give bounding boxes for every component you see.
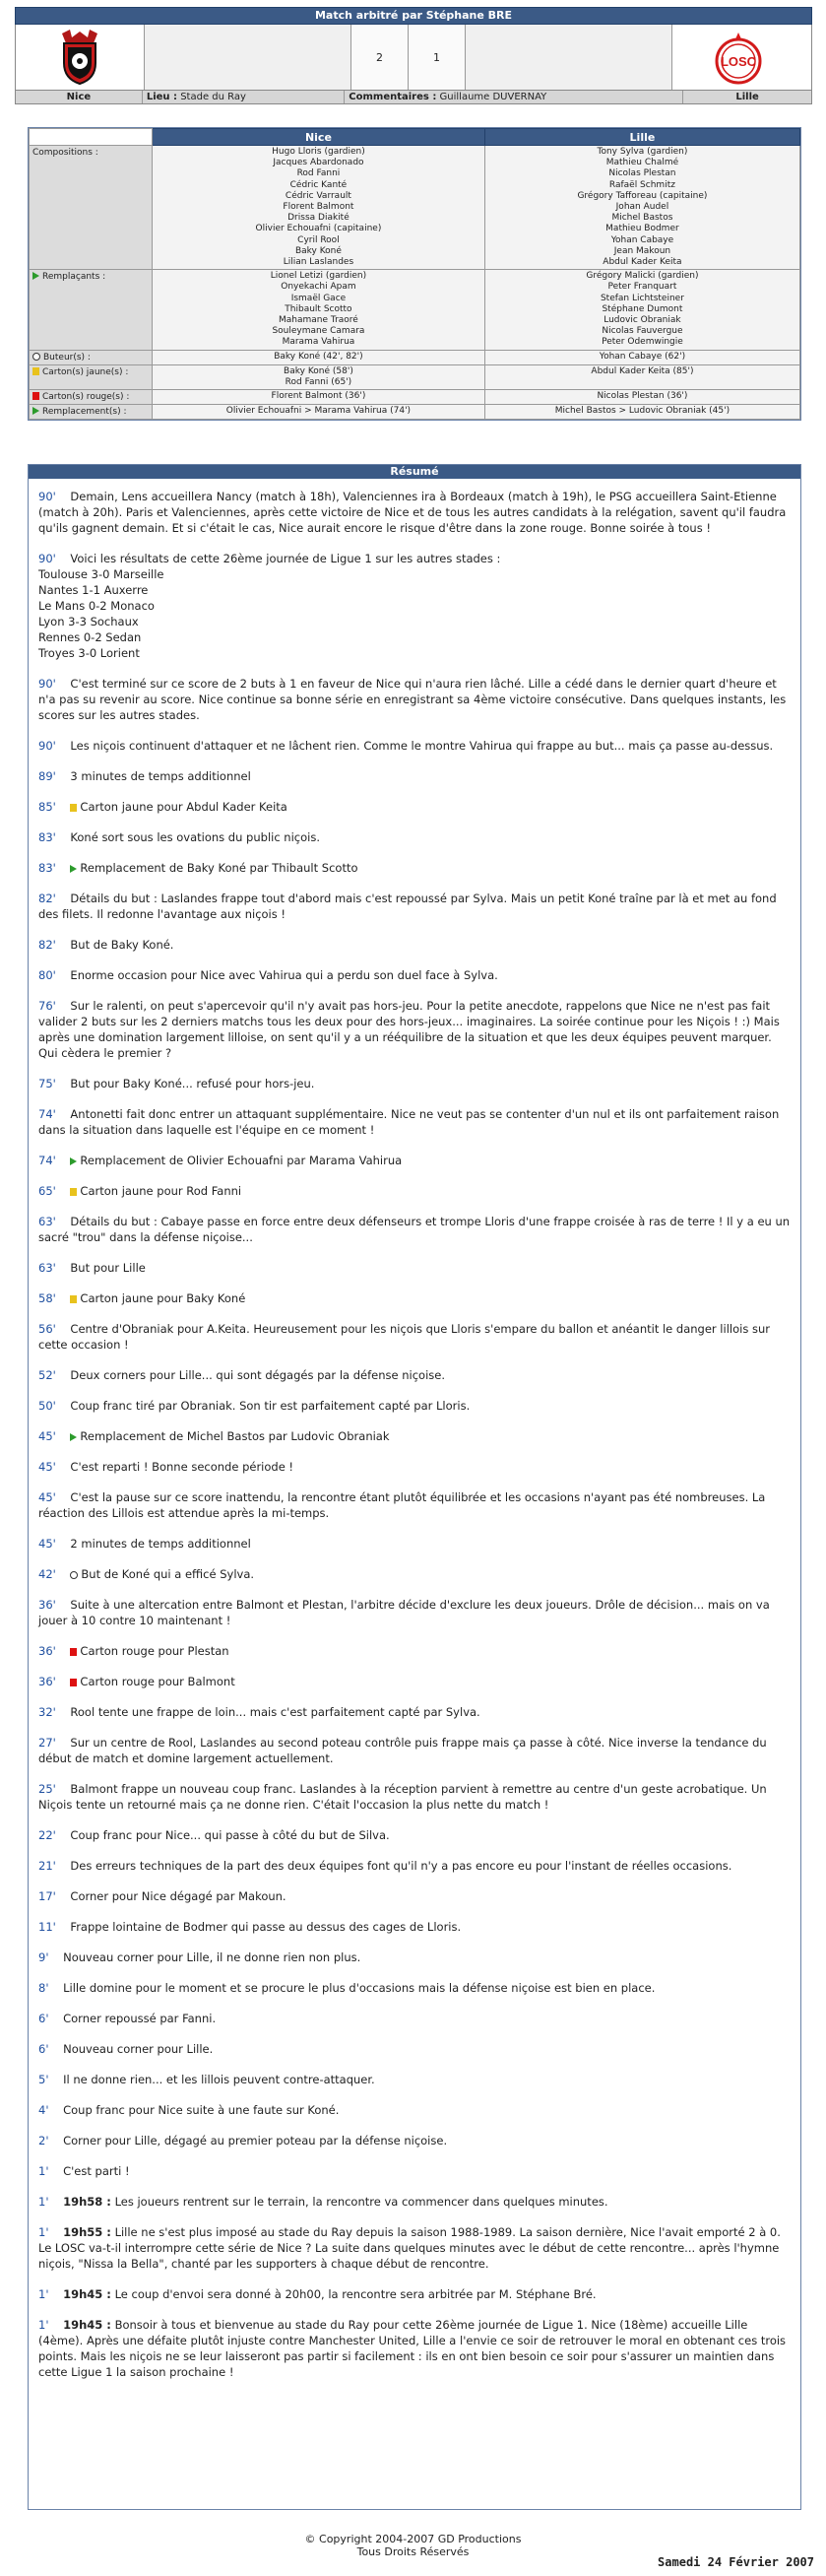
composition-home-cell	[153, 364, 485, 389]
player-entry: Lionel Letizi (gardien)	[270, 271, 367, 282]
event-minute: 85'	[38, 800, 56, 814]
event-text: Corner pour Lille, dégagé au premier poteau par la défense niçoise.	[63, 2134, 448, 2147]
event-text: Carton jaune pour Rod Fanni	[80, 1184, 242, 1198]
event-text: Carton jaune pour Baky Koné	[80, 1291, 246, 1305]
event-text: Sur un centre de Rool, Laslandes au second poteau contrôle puis frappe mais ça passe à côté. Nice inverse la tendance du début de match et domine largement actuellement.	[38, 1736, 767, 1765]
event-item	[38, 1321, 791, 1353]
event-minute: 5'	[38, 2073, 49, 2086]
event-text: Demain, Lens accueillera Nancy (match à 18h), Valenciennes ira à Bordeaux (match à 19h), le PSG accueillera Saint-Etienne (match à 20h). Paris et Valenciennes, après cette victoire de Nice et de tous les autres candidats à la relégation, savent qu'il faudra qu'ils gagnent demain. Et si c'était le cas, Nice aurait encore le risque d'être dans la zone rouge. Bonne soirée à tous !	[38, 490, 787, 535]
event-text: Coup franc pour Nice... qui passe à côté du but de Silva.	[70, 1828, 390, 1842]
event-item	[38, 2163, 791, 2179]
event-item	[38, 2041, 791, 2057]
event-item	[38, 2102, 791, 2118]
yellow-card-icon	[70, 1295, 77, 1303]
header-spacer-right	[466, 25, 672, 90]
event-minute: 9'	[38, 1950, 49, 1964]
event-text: Nouveau corner pour Lille, il ne donne rien non plus.	[63, 1950, 361, 1964]
event-minute: 11'	[38, 1920, 56, 1934]
player-entry: Jean Makoun	[613, 245, 671, 256]
ball-icon	[70, 1571, 78, 1579]
rights-text: Tous Droits Réservés	[356, 2545, 470, 2558]
event-item	[38, 1980, 791, 1996]
commentator-value: Guillaume DUVERNAY	[439, 92, 547, 102]
event-item	[38, 1536, 791, 1552]
event-item	[38, 738, 791, 754]
event-item	[38, 1398, 791, 1414]
player-entry: Abdul Kader Keita	[603, 257, 682, 268]
composition-away-cell	[484, 405, 799, 420]
event-minute: 21'	[38, 1859, 56, 1873]
player-entry: Cédric Varrault	[285, 190, 351, 201]
event-minute: 45'	[38, 1429, 56, 1443]
event-item	[38, 1949, 791, 1965]
composition-panel	[28, 127, 801, 421]
event-item	[38, 2286, 791, 2302]
event-minute: 17'	[38, 1889, 56, 1903]
player-entry: Grégory Malicki (gardien)	[586, 271, 699, 282]
event-text: Il ne donne rien... et les lillois peuvent contre-attaquer.	[63, 2073, 375, 2086]
substitution-arrow-icon	[70, 865, 77, 873]
event-minute: 90'	[38, 490, 56, 503]
event-minute: 1'	[38, 2318, 49, 2332]
event-item	[38, 1367, 791, 1383]
event-minute: 1'	[38, 2225, 49, 2239]
player-entry: Rod Fanni	[296, 168, 341, 179]
event-text: Antonetti fait donc entrer un attaquant supplémentaire. Nice ne veut pas se contenter d'un nul et ils ont parfaitement raison dans la situation dans laquelle est l'équipe en ce moment !	[38, 1107, 780, 1137]
event-item	[38, 1919, 791, 1935]
player-entry: Florent Balmont (36')	[271, 391, 366, 402]
event-minute: 2'	[38, 2134, 49, 2147]
event-item	[38, 1459, 791, 1475]
player-entry: Hugo Lloris (gardien)	[272, 147, 365, 157]
event-text: Remplacement de Olivier Echouafni par Marama Vahirua	[80, 1154, 403, 1167]
composition-row	[30, 270, 800, 350]
player-entry: Michel Bastos > Ludovic Obraniak (45')	[554, 406, 731, 417]
event-text: Rool tente une frappe de loin... mais c'est parfaitement capté par Sylva.	[70, 1705, 480, 1719]
event-item	[38, 1428, 791, 1444]
event-minute: 89'	[38, 769, 56, 783]
away-logo-cell	[672, 25, 804, 90]
event-time: 19h45 :	[63, 2318, 111, 2332]
composition-label-text: Remplacement(s) :	[42, 407, 127, 418]
event-minute: 25'	[38, 1782, 56, 1796]
player-entry: Olivier Echouafni (capitaine)	[255, 224, 382, 234]
composition-label-text: Carton(s) jaune(s) :	[42, 366, 129, 377]
event-text: Sur le ralenti, on peut s'apercevoir qu'il n'y avait pas hors-jeu. Pour la petite anecdote, rappelons que Nice ne n'est pas fait valider 2 buts sur les 2 derniers matchs tous les deux pour des hors-jeux... imaginaires. La soirée continue pour les Niçois ! :) Mais après une domination largement lilloise, on sent qu'il y a un rééquilibre de la situation et que les deux équipes peuvent marquer. Qui cèdera le premier ?	[38, 999, 780, 1060]
player-entry: Grégory Tafforeau (capitaine)	[577, 190, 708, 201]
event-text: C'est parti !	[63, 2164, 130, 2178]
event-minute: 6'	[38, 2012, 49, 2025]
match-title: Match arbitré par Stéphane BRE	[15, 7, 812, 25]
event-minute: 65'	[38, 1184, 56, 1198]
composition-label-text: Buteur(s) :	[43, 352, 91, 363]
event-item	[38, 1827, 791, 1843]
event-text: Frappe lointaine de Bodmer qui passe au dessus des cages de Lloris.	[70, 1920, 462, 1934]
home-score: 2	[351, 25, 409, 90]
composition-row	[30, 390, 800, 405]
composition-away-header: Lille	[484, 129, 799, 146]
event-text: Lille domine pour le moment et se procure le plus d'occasions mais la défense niçoise est bien en place.	[63, 1981, 656, 1995]
composition-away-cell	[484, 270, 799, 350]
event-item	[38, 1888, 791, 1904]
composition-row-label	[30, 405, 153, 420]
player-entry: Olivier Echouafni > Marama Vahirua (74')	[225, 406, 412, 417]
composition-row	[30, 405, 800, 420]
resume-title: Résumé	[29, 465, 800, 479]
event-item	[38, 551, 791, 661]
player-entry: Nicolas Fauvergue	[602, 326, 683, 337]
player-entry: Abdul Kader Keita (85')	[591, 365, 694, 376]
event-text: Les niçois continuent d'attaquer et ne lâchent rien. Comme le montre Vahirua qui frappe au but... mais ça passe au-dessus.	[70, 739, 774, 753]
nice-logo-icon	[58, 30, 101, 85]
event-item	[38, 2224, 791, 2272]
event-item	[38, 1489, 791, 1521]
event-minute: 74'	[38, 1107, 56, 1121]
player-entry: Tony Sylva (gardien)	[597, 147, 688, 157]
event-text: But de Baky Koné.	[70, 938, 174, 952]
player-entry: Cédric Kanté	[289, 179, 348, 190]
event-item	[38, 1674, 791, 1689]
event-text: Enorme occasion pour Nice avec Vahirua qui a perdu son duel face à Sylva.	[70, 968, 498, 982]
event-minute: 4'	[38, 2103, 49, 2117]
composition-home-cell	[153, 146, 485, 270]
player-entry: Michel Bastos	[611, 213, 673, 224]
player-entry: Peter Odemwingie	[602, 337, 683, 348]
event-item	[38, 1076, 791, 1091]
substitution-arrow-icon	[32, 407, 39, 415]
event-minute: 82'	[38, 938, 56, 952]
event-minute: 36'	[38, 1675, 56, 1688]
copyright-text: © Copyright 2004-2007 GD Productions	[304, 2533, 522, 2545]
event-text: C'est reparti ! Bonne seconde période !	[70, 1460, 294, 1474]
event-text: Des erreurs techniques de la part des deux équipes font qu'il n'y a pas encore eu pour l'instant de réelles occasions.	[70, 1859, 732, 1873]
event-text: Balmont frappe un nouveau coup franc. Laslandes à la réception parvient à remettre au centre d'un geste acrobatique. Un Niçois tente un retourné mais ça ne donne rien. C'était l'occasion la plus nette du match !	[38, 1782, 767, 1812]
player-entry: Johan Audel	[615, 202, 669, 213]
player-entry: Cyril Rool	[297, 234, 340, 245]
substitution-arrow-icon	[70, 1157, 77, 1165]
event-text: Bonsoir à tous et bienvenue au stade du Ray pour cette 26ème journée de Ligue 1. Nice (18ème) accueille Lille (4ème). Après une défaite plutôt injuste contre Manchester United, Lille a l'envie ce soir de retrouver le moral en obtenant ces trois points. Mais les niçois ne se leur laisseront pas partir si facilement : ils en ont bien besoin ce soir pour s'assurer un maintien dans cette Ligue 1 la saison prochaine !	[38, 2318, 787, 2379]
match-header	[15, 7, 812, 100]
player-entry: Souleymane Camara	[272, 326, 365, 337]
yellow-card-icon	[70, 1188, 77, 1196]
event-text: C'est la pause sur ce score inattendu, la rencontre étant plutôt équilibrée et les occasions n'ayant pas été nombreuses. La réaction des Lillois est attendue après la mi-temps.	[38, 1490, 766, 1520]
event-text: Remplacement de Michel Bastos par Ludovic Obraniak	[80, 1429, 390, 1443]
event-text: Coup franc pour Nice suite à une faute sur Koné.	[63, 2103, 340, 2117]
yellow-card-icon	[32, 367, 39, 375]
event-minute: 63'	[38, 1261, 56, 1275]
ball-icon	[32, 353, 40, 361]
event-text: Voici les résultats de cette 26ème journée de Ligue 1 sur les autres stades : Toulouse 3-0 Marseille Nantes 1-1 Auxerre Le Mans 0-2 Monaco Lyon 3-3 Sochaux Rennes 0-2 Sedan Troyes 3-0 Lorient	[38, 552, 501, 660]
commentator-label: Commentaires :	[349, 92, 437, 102]
event-item	[38, 829, 791, 845]
event-item	[38, 1643, 791, 1659]
event-item	[38, 1597, 791, 1628]
player-entry: Nicolas Plestan	[608, 168, 676, 179]
player-entry: Onyekachi Apam	[281, 282, 356, 293]
player-entry: Stéphane Dumont	[602, 303, 683, 314]
player-entry: Thibault Scotto	[285, 303, 352, 314]
event-item	[38, 937, 791, 953]
event-text: But de Koné qui a efficé Sylva.	[81, 1567, 255, 1581]
composition-label-text: Remplaçants :	[42, 272, 106, 283]
event-item	[38, 2011, 791, 2026]
event-text: Coup franc tiré par Obraniak. Son tir est parfaitement capté par Lloris.	[70, 1399, 471, 1413]
player-entry: Rod Fanni (65')	[285, 376, 352, 387]
event-minute: 56'	[38, 1322, 56, 1336]
home-logo-cell	[16, 25, 145, 90]
composition-row-label	[30, 146, 153, 270]
player-entry: Marama Vahirua	[282, 337, 355, 348]
event-text: Remplacement de Baky Koné par Thibault Scotto	[80, 861, 358, 875]
event-text: Détails du but : Laslandes frappe tout d'abord mais c'est repoussé par Sylva. Mais un petit Koné traîne par là et met au fond des filets. Il redonne l'avantage aux niçois !	[38, 892, 777, 921]
player-entry: Mathieu Bodmer	[605, 224, 679, 234]
event-minute: 50'	[38, 1399, 56, 1413]
event-text: Deux corners pour Lille... qui sont dégagés par la défense niçoise.	[70, 1368, 445, 1382]
event-item	[38, 2133, 791, 2148]
event-minute: 32'	[38, 1705, 56, 1719]
event-minute: 74'	[38, 1154, 56, 1167]
event-item	[38, 1735, 791, 1766]
player-entry: Nicolas Plestan (36')	[597, 391, 688, 402]
event-item	[38, 1153, 791, 1168]
player-entry: Peter Franquart	[607, 282, 677, 293]
player-entry: Baky Koné (58')	[284, 365, 353, 376]
event-text: Corner repoussé par Fanni.	[63, 2012, 217, 2025]
composition-home-header: Nice	[153, 129, 485, 146]
losc-logo-text: LOSC	[720, 54, 757, 69]
event-text: Centre d'Obraniak pour A.Keita. Heureusement pour les niçois que Lloris s'empare du ballon et anéantit le danger lillois sur cette occasion !	[38, 1322, 770, 1352]
event-minute: 6'	[38, 2042, 49, 2056]
score-row	[15, 25, 812, 91]
event-minute: 1'	[38, 2164, 49, 2178]
event-text: Carton rouge pour Balmont	[80, 1675, 235, 1688]
event-item	[38, 1566, 791, 1582]
commentator-field	[345, 91, 683, 103]
event-item	[38, 1781, 791, 1813]
event-minute: 36'	[38, 1644, 56, 1658]
player-entry: Ludovic Obraniak	[604, 315, 681, 326]
event-minute: 27'	[38, 1736, 56, 1750]
event-minute: 52'	[38, 1368, 56, 1382]
player-entry: Lilian Laslandes	[283, 257, 354, 268]
composition-away-cell	[484, 390, 799, 405]
event-text: Lille ne s'est plus imposé au stade du Ray depuis la saison 1988-1989. La saison dernière, Nice l'avait emporté 2 à 0. Le LOSC va-t-il interrompre cette série de Nice ? La suite dans quelques minutes avec le début de cette rencontre... après l'hymne niçois, "Nissa la Bella", chanté par les supporters à chaque début de rencontre.	[38, 2225, 781, 2271]
composition-row	[30, 364, 800, 389]
event-text: Carton rouge pour Plestan	[80, 1644, 229, 1658]
composition-home-cell	[153, 390, 485, 405]
substitution-arrow-icon	[70, 1433, 77, 1441]
composition-home-cell	[153, 405, 485, 420]
event-minute: 83'	[38, 861, 56, 875]
resume-panel	[28, 464, 801, 2510]
event-text: Corner pour Nice dégagé par Makoun.	[70, 1889, 286, 1903]
event-minute: 45'	[38, 1537, 56, 1551]
event-minute: 45'	[38, 1490, 56, 1504]
composition-home-cell	[153, 270, 485, 350]
event-minute: 80'	[38, 968, 56, 982]
composition-row-label	[30, 364, 153, 389]
date-stamp: Samedi 24 Février 2007	[658, 2555, 814, 2569]
event-minute: 1'	[38, 2195, 49, 2209]
event-time: 19h45 :	[63, 2287, 111, 2301]
event-text: 2 minutes de temps additionnel	[70, 1537, 251, 1551]
event-item	[38, 1214, 791, 1245]
event-minute: 45'	[38, 1460, 56, 1474]
event-item	[38, 768, 791, 784]
event-minute: 58'	[38, 1291, 56, 1305]
player-entry: Mathieu Chalmé	[605, 158, 679, 168]
event-item	[38, 2194, 791, 2210]
composition-row-label	[30, 390, 153, 405]
composition-row	[30, 146, 800, 270]
event-text: Suite à une altercation entre Balmont et Plestan, l'arbitre décide d'exclure les deux joueurs. Drôle de décision... mais on va jouer à 10 contre 10 maintenant !	[38, 1598, 770, 1627]
player-entry: Yohan Cabaye (62')	[599, 351, 686, 362]
event-text: Les joueurs rentrent sur le terrain, la rencontre va commencer dans quelques minutes.	[114, 2195, 608, 2209]
event-minute: 75'	[38, 1077, 56, 1090]
composition-row	[30, 350, 800, 364]
player-entry: Baky Koné	[294, 245, 342, 256]
event-text: 3 minutes de temps additionnel	[70, 769, 251, 783]
player-entry: Florent Balmont	[283, 202, 354, 213]
event-minute: 22'	[38, 1828, 56, 1842]
red-card-icon	[70, 1679, 77, 1686]
event-item	[38, 860, 791, 876]
player-entry: Mahamane Traoré	[279, 315, 358, 326]
home-team-name: Nice	[16, 91, 143, 103]
event-text: Nouveau corner pour Lille.	[63, 2042, 214, 2056]
composition-away-cell	[484, 146, 799, 270]
event-item	[38, 489, 791, 536]
event-text: But pour Lille	[70, 1261, 146, 1275]
event-item	[38, 998, 791, 1061]
header-spacer-left	[145, 25, 351, 90]
event-text: But pour Baky Koné... refusé pour hors-jeu.	[70, 1077, 315, 1090]
player-entry: Baky Koné (42', 82')	[274, 351, 363, 362]
event-item	[38, 799, 791, 815]
event-minute: 90'	[38, 677, 56, 691]
composition-home-cell	[153, 350, 485, 364]
venue-value: Stade du Ray	[180, 92, 246, 102]
event-text: Carton jaune pour Abdul Kader Keita	[80, 800, 287, 814]
composition-row-label	[30, 270, 153, 350]
player-entry: Drissa Diakité	[287, 213, 349, 224]
event-item	[38, 1858, 791, 1874]
event-time: 19h58 :	[63, 2195, 111, 2209]
venue-label: Lieu :	[146, 92, 178, 102]
away-score: 1	[409, 25, 466, 90]
event-item	[38, 676, 791, 723]
event-minute: 8'	[38, 1981, 49, 1995]
event-minute: 82'	[38, 892, 56, 905]
event-minute: 36'	[38, 1598, 56, 1612]
yellow-card-icon	[70, 804, 77, 812]
red-card-icon	[70, 1648, 77, 1656]
event-item	[38, 1106, 791, 1138]
event-item	[38, 1183, 791, 1199]
match-info-row	[15, 91, 812, 104]
player-entry: Stefan Lichtsteiner	[600, 293, 684, 303]
event-minute: 42'	[38, 1567, 56, 1581]
event-minute: 90'	[38, 739, 56, 753]
player-entry: Yohan Cabaye	[610, 234, 674, 245]
event-item	[38, 2072, 791, 2087]
event-item	[38, 967, 791, 983]
event-item	[38, 1704, 791, 1720]
event-text: Le coup d'envoi sera donné à 20h00, la rencontre sera arbitrée par M. Stéphane Bré.	[114, 2287, 597, 2301]
composition-corner	[30, 129, 153, 146]
composition-row-label	[30, 350, 153, 364]
event-minute: 83'	[38, 830, 56, 844]
red-card-icon	[32, 392, 39, 400]
event-minute: 63'	[38, 1215, 56, 1228]
away-team-name: Lille	[735, 92, 759, 102]
event-item	[38, 1260, 791, 1276]
substitution-arrow-icon	[32, 272, 39, 280]
losc-logo-icon	[708, 30, 769, 85]
event-item	[38, 891, 791, 922]
event-time: 19h55 :	[63, 2225, 111, 2239]
event-text: Koné sort sous les ovations du public niçois.	[70, 830, 320, 844]
composition-away-cell	[484, 364, 799, 389]
event-minute: 76'	[38, 999, 56, 1013]
event-item	[38, 1290, 791, 1306]
composition-label-text: Compositions :	[32, 148, 98, 158]
composition-table	[29, 128, 800, 420]
composition-away-cell	[484, 350, 799, 364]
composition-label-text: Carton(s) rouge(s) :	[42, 392, 130, 403]
event-text: Détails du but : Cabaye passe en force entre deux défenseurs et trompe Lloris d'une frappe croisée à ras de terre ! Il y a eu un sacré "trou" dans la défense niçoise...	[38, 1215, 791, 1244]
player-entry: Jacques Abardonado	[273, 158, 364, 168]
event-minute: 1'	[38, 2287, 49, 2301]
venue-field	[143, 91, 345, 103]
player-entry: Rafaël Schmitz	[608, 179, 675, 190]
event-list	[29, 479, 800, 2380]
event-minute: 90'	[38, 552, 56, 565]
event-text: C'est terminé sur ce score de 2 buts à 1 en faveur de Nice qui n'aura rien lâché. Lille a cédé dans le dernier quart d'heure et n'a pas su revenir au score. Nice continue sa bonne série en enregistrant sa 4ème victoire consécutive. Dans quelques instants, les scores sur les autres stades.	[38, 677, 787, 722]
event-item	[38, 2317, 791, 2380]
player-entry: Ismaël Gace	[290, 293, 347, 303]
